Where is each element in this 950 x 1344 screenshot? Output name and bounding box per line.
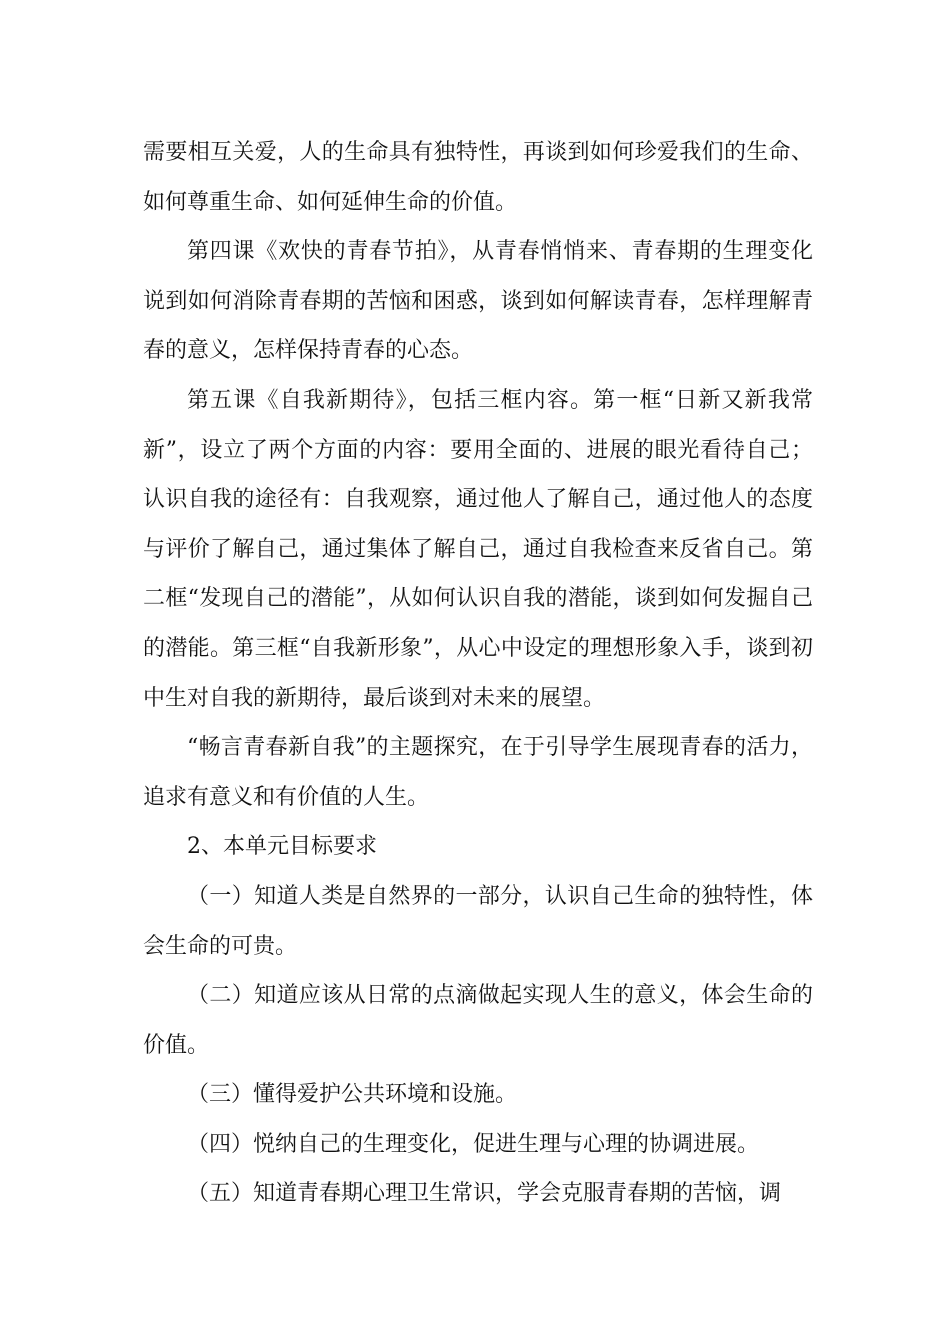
goal-item-4: （四）悦纳自己的生理变化，促进生理与心理的协调进展。 (187, 1131, 760, 1157)
goal-item-2: （二）知道应该从日常的点滴做起实现人生的意义，体会生命的价值。 (143, 983, 813, 1058)
goal-item-3: （三）懂得爱护公共环境和设施。 (187, 1082, 518, 1108)
paragraph-3: 第五课《自我新期待》，包括三框内容。第一框“日新又新我常新”，设立了两个方面的内容：要用全面的、进展的眼光看待自己；认识自我的途径有：自我观察，通过他人了解自己，通过他人的态度与评价了解自己，通过集体了解自己，通过自我检查来反省自己。第二框“发现自己的潜能”，从如何认识自我的潜能，谈到如何发掘自己的潜能。第三框“自我新形象”，从心中设定的理想形象入手，谈到初中生对自我的新期待，最后谈到对未来的展望。 (143, 387, 813, 711)
document-body (143, 128, 813, 1219)
goal-item-5: （五）知道青春期心理卫生常识，学会克服青春期的苦恼，调 (187, 1181, 782, 1207)
section-heading: 2、本单元目标要求 (187, 834, 377, 860)
goal-item-1: （一）知道人类是自然界的一部分，认识自己生命的独特性，体会生命的可贵。 (143, 883, 813, 959)
paragraph-1: 需要相互关爱，人的生命具有独特性，再谈到如何珍爱我们的生命、如何尊重生命、如何延伸生命的价值。 (143, 140, 813, 215)
paragraph-4: “畅言青春新自我”的主题探究，在于引导学生展现青春的活力，追求有意义和有价值的人生。 (143, 735, 813, 810)
paragraph-2: 第四课《欢快的青春节拍》，从青春悄悄来、青春期的生理变化说到如何消除青春期的苦恼和困惑，谈到如何解读青春，怎样理解青春的意义，怎样保持青春的心态。 (143, 239, 813, 364)
